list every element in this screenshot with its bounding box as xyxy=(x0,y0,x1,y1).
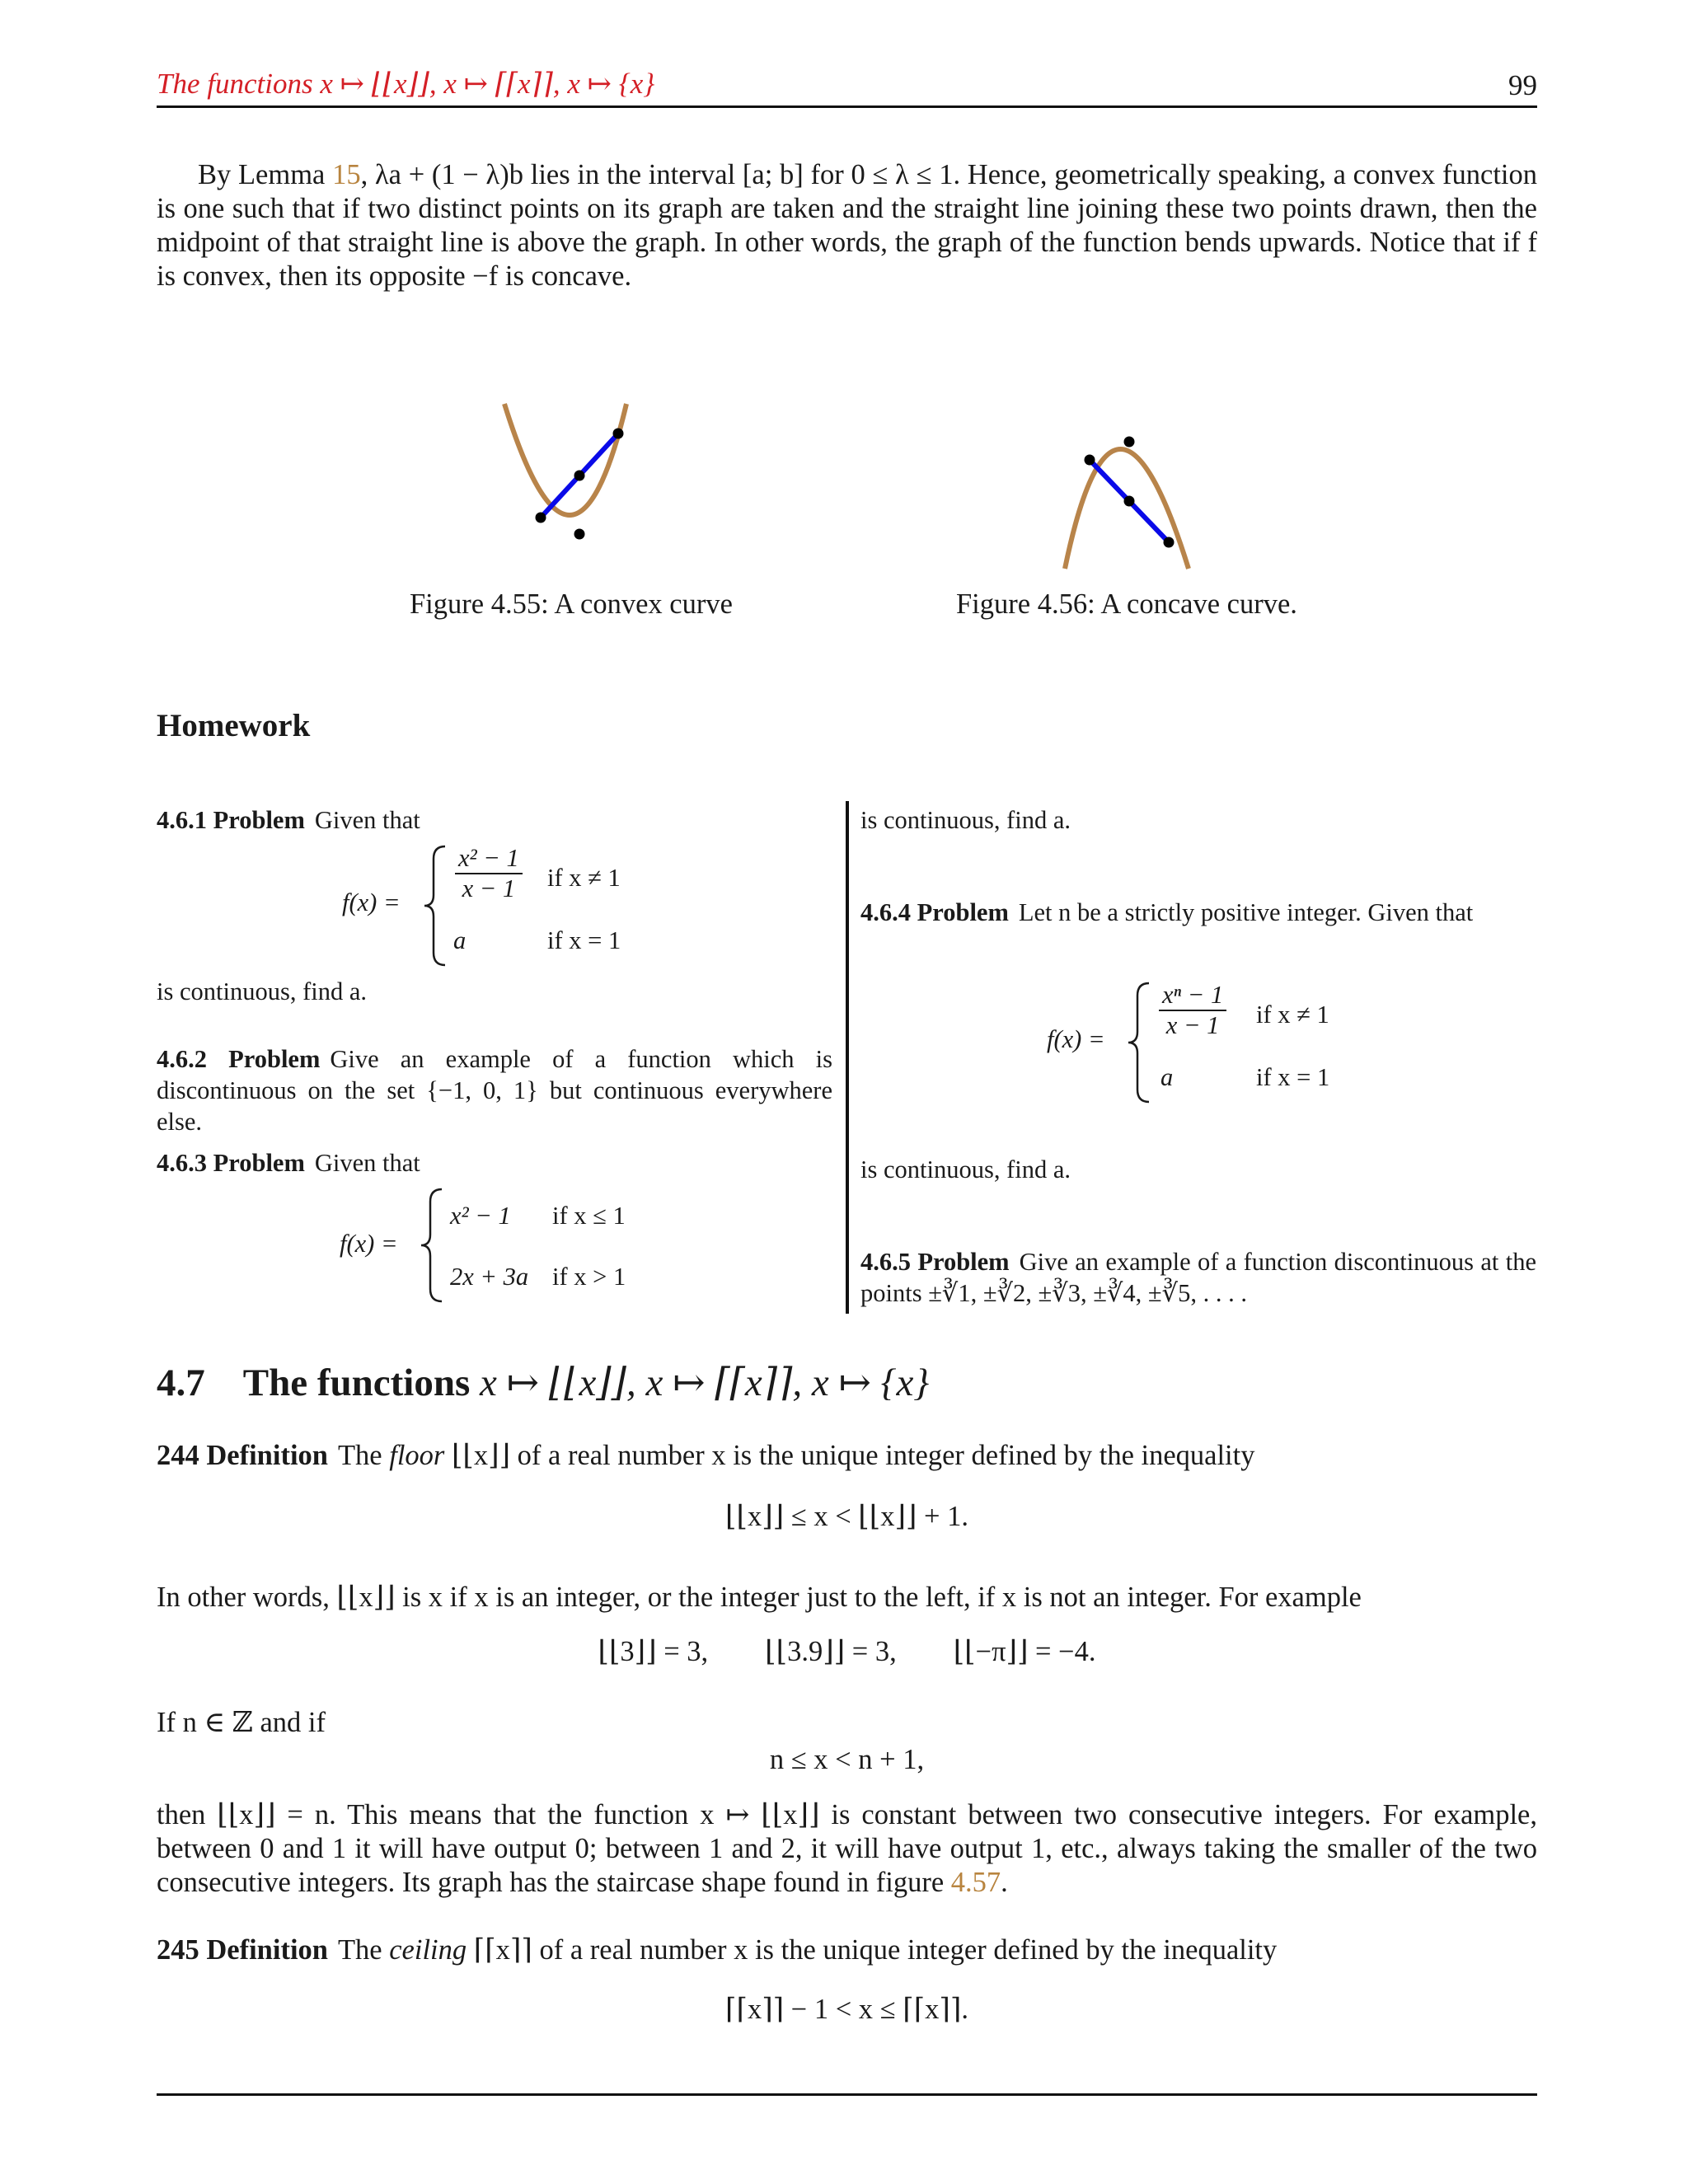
concave-point-graph xyxy=(1124,437,1135,448)
fraction-numerator: xⁿ − 1 xyxy=(1162,981,1224,1009)
piecewise-lhs: f(x) = xyxy=(342,888,401,916)
condition-2: if x > 1 xyxy=(552,1263,626,1291)
convex-point-graph xyxy=(574,529,585,540)
column-divider xyxy=(846,801,849,1314)
value-1: x² − 1 xyxy=(450,1202,511,1230)
fraction-denominator: x − 1 xyxy=(1165,1011,1220,1039)
lemma-reference-link[interactable]: 15 xyxy=(332,159,361,190)
floor-conclusion-paragraph xyxy=(157,1798,1537,1900)
convex-point-mid xyxy=(574,471,585,481)
section-title-word: The functions xyxy=(242,1361,471,1404)
convex-curve-figure xyxy=(478,387,659,552)
problem-text: Give an example of a function which is discontinuous on the set {−1, 0, 1} but continuous everywhere else. xyxy=(157,1045,832,1136)
header-rule xyxy=(157,105,1537,108)
problem-text: Give an example of a function discontinuous at the points ±∛1, ±∛2, ±∛3, ±∛4, ±∛5, . . . . xyxy=(860,1248,1536,1307)
problem-4-6-5 xyxy=(860,1246,1536,1309)
left-brace-icon xyxy=(1126,981,1154,1104)
definition-text-a: The xyxy=(337,1440,390,1471)
piecewise-lhs: f(x) = xyxy=(1047,1025,1105,1053)
figure-caption-concave: Figure 4.56: A concave curve. xyxy=(956,588,1297,620)
figure-reference-link[interactable]: 4.57 xyxy=(950,1867,1001,1898)
definition-term: floor xyxy=(389,1440,445,1471)
homework-heading: Homework xyxy=(157,708,311,743)
problem-4-6-2 xyxy=(157,1043,832,1137)
definition-term: ceiling xyxy=(389,1934,467,1966)
condition-1: if x ≠ 1 xyxy=(547,864,621,892)
problem-text: Let n be a strictly positive integer. Given that xyxy=(1018,898,1474,926)
piecewise-4-6-1 xyxy=(157,841,832,972)
figure-caption-convex: Figure 4.55: A convex curve xyxy=(410,588,733,620)
intro-text-b: , λa + (1 − λ)b lies in the interval [a; b] for 0 ≤ λ ≤ 1. Hence, geometrically speaking, a convex function is one such that if two distinct points on its graph are taken and the straight line joining these two points drawn, then the midpoint of that straight line is above the graph. In other words, the graph of the function bends upwards. Notice that if f is convex, then its opposite −f is concave. xyxy=(157,159,1537,292)
section-heading xyxy=(157,1360,929,1405)
floor-if-line: If n ∈ ℤ and if xyxy=(157,1707,326,1738)
problem-label: 4.6.5 Problem xyxy=(860,1248,1010,1276)
running-header-title: The functions x ↦ ⌊⌊x⌋⌋, x ↦ ⌈⌈x⌉⌉, x ↦ {x} xyxy=(157,68,655,100)
problem-4-6-1 xyxy=(157,804,832,836)
problem-label: 4.6.4 Problem xyxy=(860,898,1009,926)
condition-2: if x = 1 xyxy=(1256,1063,1330,1091)
problem-4-6-4-after: is continuous, find a. xyxy=(860,1155,1071,1183)
floor-conclusion-end: . xyxy=(1001,1867,1008,1898)
piecewise-4-6-3 xyxy=(157,1183,832,1307)
floor-conclusion-text: then ⌊⌊x⌋⌋ = n. This means that the function x ↦ ⌊⌊x⌋⌋ is constant between two consecutive integers. For example, between 0 and 1 it will have output 0; between 1 and 2, it will have output 1, etc., always taking the smaller of the two consecutive integers. Its graph has the staircase shape found in figure xyxy=(157,1799,1537,1898)
floor-explanation: In other words, ⌊⌊x⌋⌋ is x if x is an integer, or the integer just to the left, if x is not an integer. For example xyxy=(157,1582,1362,1613)
problem-label: 4.6.1 Problem xyxy=(157,806,305,834)
problem-label: 4.6.3 Problem xyxy=(157,1149,305,1177)
fraction-numerator: x² − 1 xyxy=(458,844,519,872)
left-brace-icon xyxy=(419,1187,447,1304)
definition-text-b: ⌈⌈x⌉⌉ of a real number x is the unique integer defined by the inequality xyxy=(467,1934,1278,1966)
problem-text: Given that xyxy=(314,1149,420,1177)
condition-2: if x = 1 xyxy=(547,926,621,954)
definition-label: 244 Definition xyxy=(157,1440,328,1471)
problem-label: 4.6.2 Problem xyxy=(157,1045,321,1073)
condition-1: if x ≤ 1 xyxy=(552,1202,626,1230)
condition-1: if x ≠ 1 xyxy=(1256,1001,1329,1029)
convex-curve xyxy=(504,404,626,515)
problem-text: Given that xyxy=(314,806,420,834)
definition-244 xyxy=(157,1439,1537,1473)
fraction xyxy=(455,844,523,903)
intro-text-a: By Lemma xyxy=(198,159,333,190)
piecewise-lhs: f(x) = xyxy=(340,1230,398,1258)
definition-245 xyxy=(157,1933,1537,1967)
problem-4-6-3-after: is continuous, find a. xyxy=(860,806,1071,834)
problem-4-6-4 xyxy=(860,897,1536,928)
footer-rule xyxy=(157,2093,1537,2096)
problem-4-6-3 xyxy=(157,1147,832,1179)
piecewise-4-6-4 xyxy=(860,977,1536,1109)
convex-point-right xyxy=(613,429,624,439)
definition-text-b: ⌊⌊x⌋⌋ of a real number x is the unique integer defined by the inequality xyxy=(444,1440,1255,1471)
definition-text-a: The xyxy=(337,1934,390,1966)
intro-paragraph xyxy=(157,158,1537,293)
fraction-denominator: x − 1 xyxy=(462,874,516,902)
convex-point-left xyxy=(536,513,546,523)
definition-label: 245 Definition xyxy=(157,1934,328,1966)
page-number: 99 xyxy=(1508,69,1537,101)
integer-inequality-display: n ≤ x < n + 1, xyxy=(769,1744,925,1775)
concave-curve-figure xyxy=(1040,420,1205,577)
section-title-math: x ↦ ⌊⌊x⌋⌋, x ↦ ⌈⌈x⌉⌉, x ↦ {x} xyxy=(480,1361,930,1404)
left-brace-icon xyxy=(422,844,450,968)
concave-point-left xyxy=(1085,455,1095,466)
section-number: 4.7 xyxy=(157,1361,205,1404)
concave-point-right xyxy=(1164,537,1175,548)
value-2: 2x + 3a xyxy=(450,1263,529,1291)
fraction xyxy=(1159,981,1226,1040)
floor-inequality-display: ⌊⌊x⌋⌋ ≤ x < ⌊⌊x⌋⌋ + 1. xyxy=(725,1501,968,1532)
value-2: a xyxy=(453,926,467,954)
concave-point-mid xyxy=(1124,496,1135,507)
concave-curve xyxy=(1065,449,1189,569)
ceiling-inequality-display: ⌈⌈x⌉⌉ − 1 < x ≤ ⌈⌈x⌉⌉. xyxy=(725,1994,968,2025)
value-2: a xyxy=(1160,1063,1174,1091)
problem-4-6-1-after: is continuous, find a. xyxy=(157,977,367,1005)
floor-examples-display: ⌊⌊3⌋⌋ = 3, ⌊⌊3.9⌋⌋ = 3, ⌊⌊−π⌋⌋ = −4. xyxy=(598,1636,1096,1667)
